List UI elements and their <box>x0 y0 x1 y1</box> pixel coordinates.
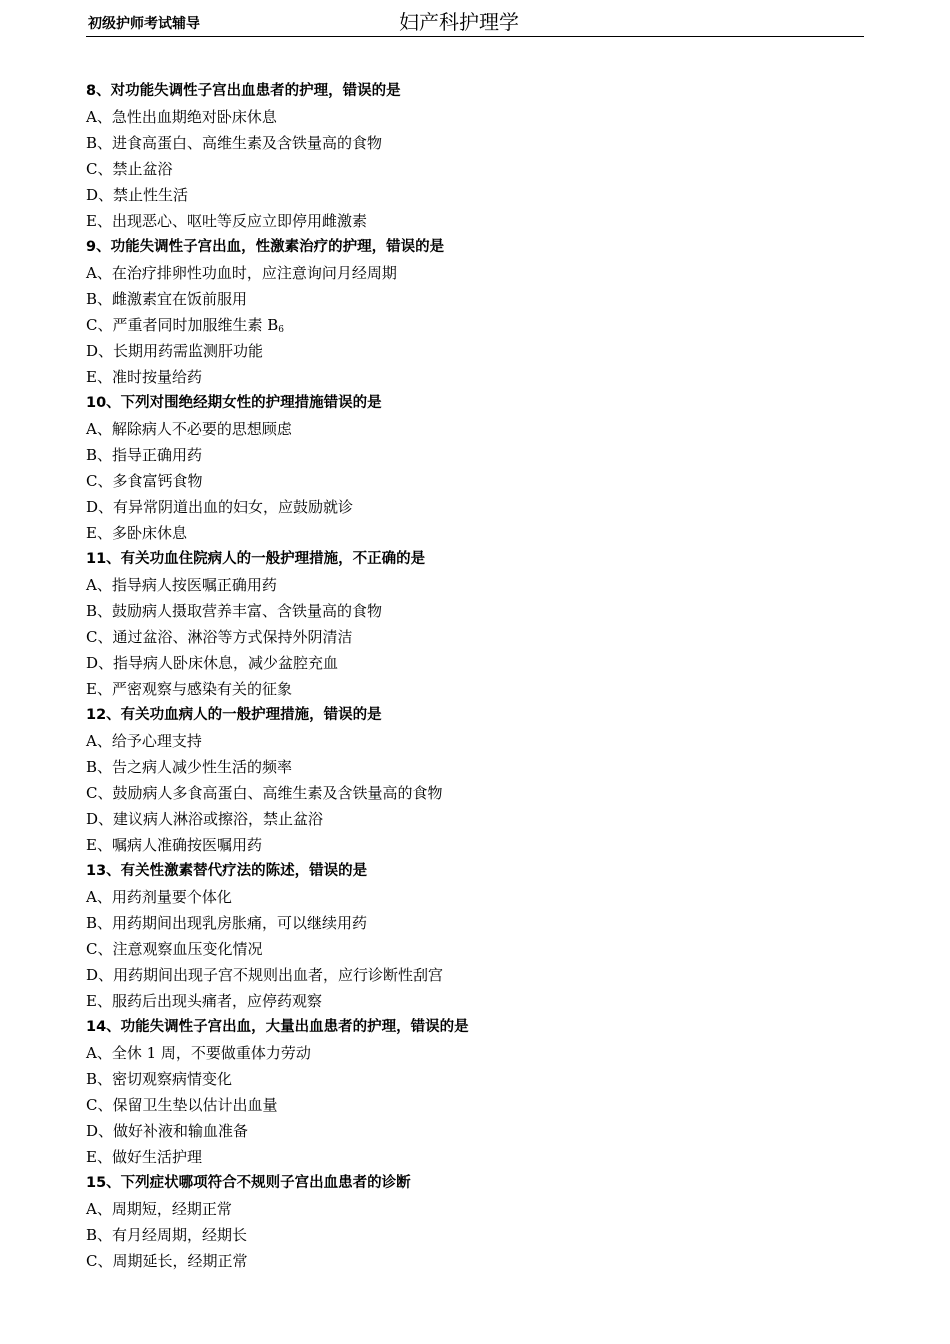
answer-option: A、解除病人不必要的思想顾虑 <box>86 420 292 438</box>
answer-option: D、用药期间出现子宫不规则出血者，应行诊断性刮宫 <box>86 966 444 984</box>
answer-option: D、做好补液和输血准备 <box>86 1122 249 1140</box>
question-stem: 12、有关功血病人的一般护理措施，错误的是 <box>86 707 382 723</box>
answer-option: E、服药后出现头痛者，应停药观察 <box>86 992 322 1010</box>
answer-option: B、用药期间出现乳房胀痛，可以继续用药 <box>86 914 368 932</box>
answer-option: A、周期短，经期正常 <box>86 1200 232 1218</box>
answer-option: B、指导正确用药 <box>86 446 203 464</box>
question-stem: 13、有关性激素替代疗法的陈述，错误的是 <box>86 863 368 879</box>
answer-option: A、急性出血期绝对卧床休息 <box>86 108 277 126</box>
answer-option: D、有异常阴道出血的妇女，应鼓励就诊 <box>86 498 354 516</box>
answer-option: C、保留卫生垫以估计出血量 <box>86 1096 278 1114</box>
question-stem: 14、功能失调性子宫出血，大量出血患者的护理，错误的是 <box>86 1019 469 1035</box>
answer-option: C、鼓励病人多食高蛋白、高维生素及含铁量高的食物 <box>86 784 443 802</box>
answer-option: E、嘱病人准确按医嘱用药 <box>86 836 262 854</box>
answer-option: B、鼓励病人摄取营养丰富、含铁量高的食物 <box>86 602 383 620</box>
question-stem: 10、下列对围绝经期女性的护理措施错误的是 <box>86 395 382 411</box>
answer-option: B、雌激素宜在饭前服用 <box>86 290 248 308</box>
answer-option: D、指导病人卧床休息，减少盆腔充血 <box>86 654 339 672</box>
header-course-name: 初级护师考试辅导 <box>88 16 200 32</box>
answer-option-text: C、严重者同时加服维生素 B <box>86 316 279 334</box>
answer-option: D、禁止性生活 <box>86 186 189 204</box>
answer-option: C、注意观察血压变化情况 <box>86 940 263 958</box>
subscript: 6 <box>278 325 285 335</box>
answer-option: C、禁止盆浴 <box>86 160 173 178</box>
answer-option: E、多卧床休息 <box>86 524 187 542</box>
answer-option: D、长期用药需监测肝功能 <box>86 342 264 360</box>
answer-option: E、准时按量给药 <box>86 368 202 386</box>
header-subject-title: 妇产科护理学 <box>399 10 519 34</box>
answer-option: A、指导病人按医嘱正确用药 <box>86 576 277 594</box>
question-stem: 9、功能失调性子宫出血，性激素治疗的护理，错误的是 <box>86 239 445 255</box>
answer-option <box>86 312 876 338</box>
answer-option: B、进食高蛋白、高维生素及含铁量高的食物 <box>86 134 383 152</box>
answer-option: B、密切观察病情变化 <box>86 1070 233 1088</box>
answer-option: A、全休 1 周，不要做重体力劳动 <box>86 1044 311 1062</box>
question-stem: 15、下列症状哪项符合不规则子宫出血患者的诊断 <box>86 1175 411 1191</box>
answer-option: A、给予心理支持 <box>86 732 202 750</box>
answer-option: C、周期延长，经期正常 <box>86 1252 248 1270</box>
question-stem: 8、对功能失调性子宫出血患者的护理，错误的是 <box>86 83 401 99</box>
answer-option: C、通过盆浴、淋浴等方式保持外阴清洁 <box>86 628 353 646</box>
answer-option: A、用药剂量要个体化 <box>86 888 232 906</box>
answer-option: A、在治疗排卵性功血时，应注意询问月经周期 <box>86 264 397 282</box>
answer-option: E、出现恶心、呕吐等反应立即停用雌激素 <box>86 212 367 230</box>
answer-option: C、多食富钙食物 <box>86 472 203 490</box>
answer-option: E、严密观察与感染有关的征象 <box>86 680 292 698</box>
answer-option: B、告之病人减少性生活的频率 <box>86 758 293 776</box>
answer-option: E、做好生活护理 <box>86 1148 202 1166</box>
page-header <box>86 8 864 37</box>
answer-option: D、建议病人淋浴或擦浴，禁止盆浴 <box>86 810 324 828</box>
question-stem: 11、有关功血住院病人的一般护理措施，不正确的是 <box>86 551 426 567</box>
answer-option: B、有月经周期，经期长 <box>86 1226 248 1244</box>
question-list <box>86 78 876 1274</box>
